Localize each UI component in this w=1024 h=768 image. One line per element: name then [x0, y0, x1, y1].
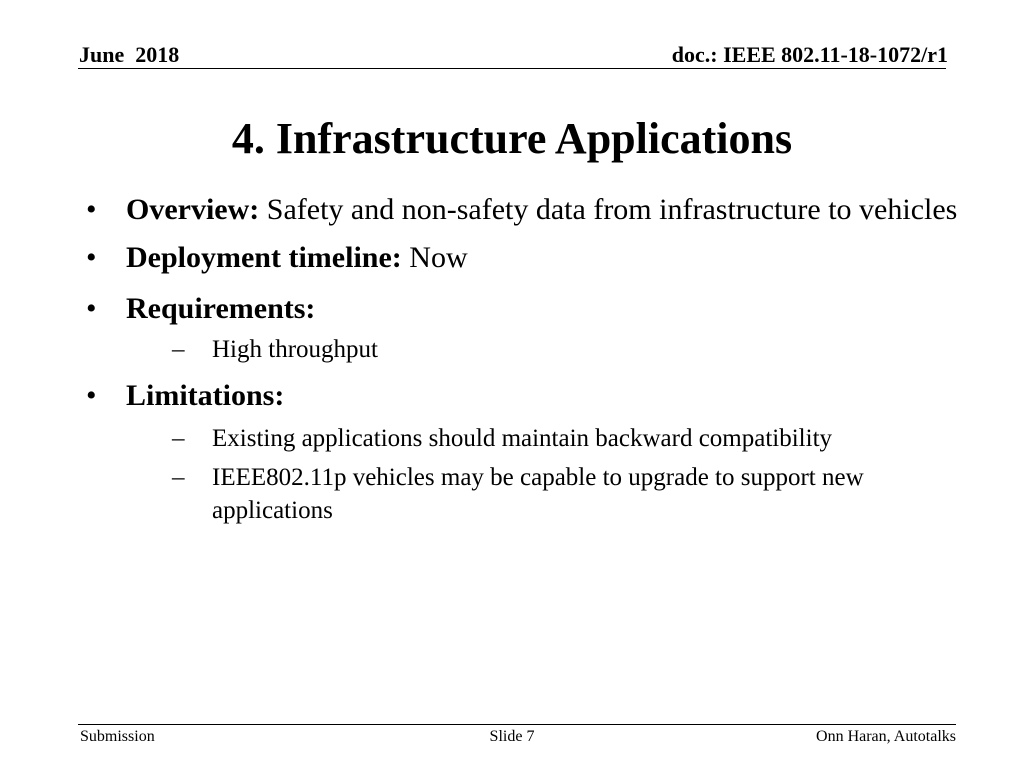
limitation-item	[172, 422, 966, 455]
limitation-item	[172, 461, 966, 527]
limitations-label: Limitations:	[126, 379, 285, 412]
dash-icon: –	[172, 336, 185, 363]
limitation-item-text: Existing applications should maintain backward compatibility	[212, 425, 833, 452]
dash-icon: –	[172, 425, 185, 452]
bullet-deployment-timeline	[86, 238, 966, 278]
bullet-icon: •	[86, 379, 97, 412]
bullet-limitations	[86, 376, 966, 416]
bullet-icon: •	[86, 193, 97, 226]
footer-submission: Submission	[80, 728, 155, 745]
bullet-requirements	[86, 289, 966, 329]
requirements-label: Requirements:	[126, 292, 316, 325]
timeline-text: Now	[401, 241, 468, 274]
footer-author: Onn Haran, Autotalks	[816, 728, 956, 745]
footer-slide-number: Slide 7	[489, 728, 535, 745]
requirement-item-text: High throughput	[212, 336, 378, 363]
header-date: June 2018	[79, 42, 180, 67]
requirement-item	[172, 333, 966, 366]
slide-title: 4. Infrastructure Applications	[231, 114, 793, 163]
dash-icon: –	[172, 464, 185, 491]
slide-body	[86, 190, 966, 527]
bullet-overview	[86, 190, 966, 230]
bullet-icon: •	[86, 241, 97, 274]
overview-label: Overview:	[126, 193, 260, 226]
bullet-icon: •	[86, 292, 97, 325]
header-divider	[78, 68, 946, 69]
header-doc-id: doc.: IEEE 802.11-18-1072/r1	[671, 42, 948, 67]
footer-divider	[78, 724, 956, 725]
timeline-label: Deployment timeline:	[126, 241, 402, 274]
limitation-item-text: IEEE802.11p vehicles may be capable to upgrade to support new applications	[212, 464, 864, 524]
overview-text: Safety and non-safety data from infrastructure to vehicles	[259, 193, 958, 226]
